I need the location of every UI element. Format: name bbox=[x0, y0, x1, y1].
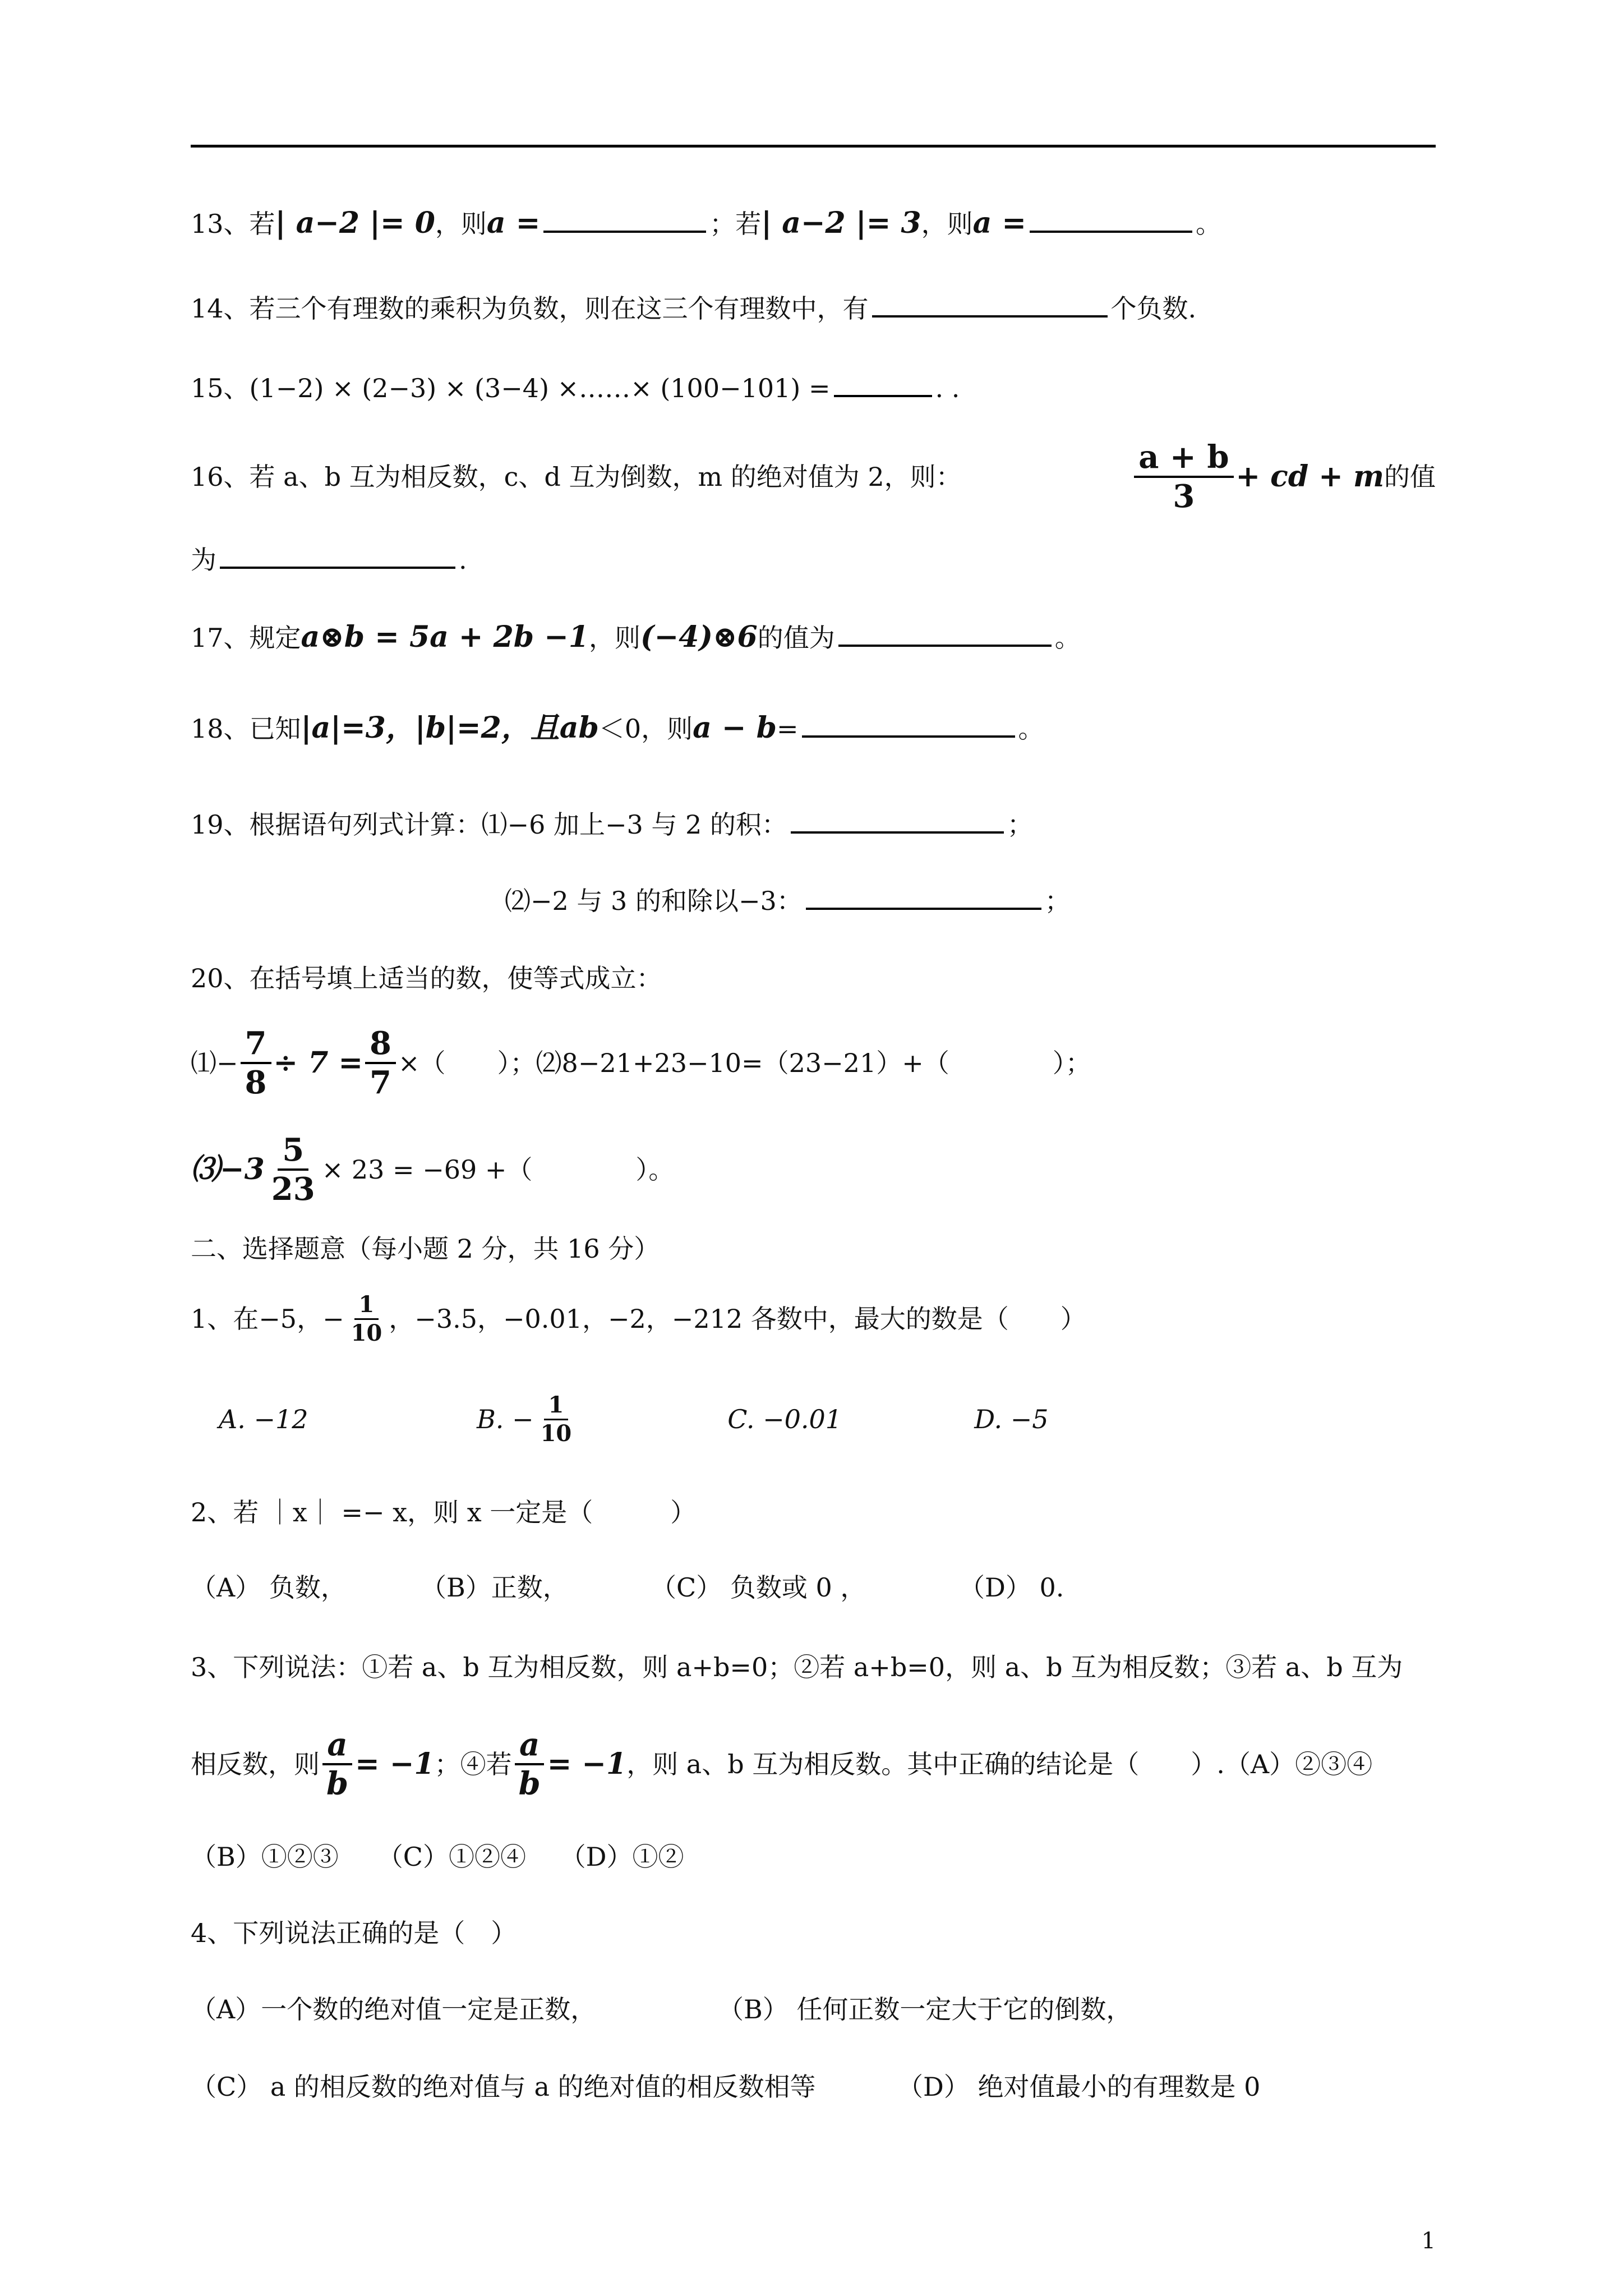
c3-text: 相反数，则 bbox=[191, 1749, 320, 1779]
fraction-numerator: 7 bbox=[241, 1025, 271, 1064]
question-16-line2 bbox=[191, 543, 467, 577]
fraction-numerator: 1 bbox=[544, 1392, 569, 1420]
q19-text: ； bbox=[1044, 886, 1071, 916]
q20-text: × 23 = −69 +（ ）。 bbox=[321, 1154, 675, 1185]
q20-text: ×（ ）；⑵8−21+23−10=（23−21）+（ ）； bbox=[398, 1048, 1091, 1078]
fraction-denominator: b bbox=[326, 1765, 349, 1802]
fraction-numerator: a bbox=[322, 1726, 352, 1765]
c3-fraction bbox=[322, 1726, 353, 1802]
q16-fraction bbox=[1134, 439, 1233, 515]
question-20-part3 bbox=[191, 1128, 674, 1212]
question-19-part2 bbox=[505, 884, 1071, 918]
q20-fraction bbox=[365, 1025, 396, 1101]
q18-ab: ab bbox=[559, 711, 599, 745]
q16-text: . bbox=[459, 545, 467, 575]
c3-options[interactable]: （B）①②③ （C）①②④ （D）①② bbox=[191, 1842, 684, 1872]
fraction-numerator: 5 bbox=[278, 1131, 308, 1171]
q20-text: ⑴− bbox=[191, 1048, 238, 1078]
c3-text: 3、下列说法：①若 a、b 互为相反数，则 a+b=0；②若 a+b=0，则 a、b 互为相反数；③若 a、b 互为 bbox=[191, 1652, 1403, 1682]
answer-blank[interactable] bbox=[834, 372, 932, 397]
question-17 bbox=[191, 620, 1081, 655]
c3-expr: = −1 bbox=[355, 1747, 435, 1781]
fraction-denominator: 23 bbox=[271, 1171, 315, 1208]
q17-text: 。 bbox=[1054, 623, 1081, 653]
fraction-denominator: 3 bbox=[1173, 478, 1195, 515]
option-b-fraction bbox=[536, 1392, 577, 1447]
q17-definition: a⊗b = 5a + 2b −1 bbox=[301, 620, 589, 654]
question-20 bbox=[191, 961, 662, 995]
q18-text: = bbox=[776, 714, 799, 744]
fraction-denominator: 10 bbox=[351, 1319, 382, 1346]
option-d[interactable]: D. −5 bbox=[974, 1404, 1049, 1434]
c3-expr: = −1 bbox=[547, 1747, 627, 1781]
q15-text: 15、(1−2) × (2−3) × (3−4) ×……× (100−101) = bbox=[191, 373, 831, 403]
fraction-denominator: 7 bbox=[370, 1064, 392, 1101]
q19-text: 19、根据语句列式计算： bbox=[191, 809, 482, 840]
q13-text: ，则 bbox=[921, 209, 973, 239]
fraction-denominator: 8 bbox=[245, 1064, 267, 1101]
q18-text: 。 bbox=[1018, 714, 1044, 744]
q17-expr: (−4)⊗6 bbox=[640, 620, 758, 654]
question-18 bbox=[191, 711, 1044, 746]
answer-blank[interactable] bbox=[802, 713, 1015, 738]
answer-blank[interactable] bbox=[220, 544, 455, 569]
q18-abs-a: |a|=3， bbox=[301, 711, 415, 745]
option-c[interactable]: （C） a 的相反数的绝对值与 a 的绝对值的相反数相等 bbox=[191, 2072, 816, 2102]
option-a[interactable]: A. −12 bbox=[219, 1404, 308, 1434]
header-rule bbox=[191, 145, 1436, 148]
question-13 bbox=[191, 206, 1221, 241]
fraction-denominator: b bbox=[518, 1765, 541, 1802]
q18-abs-b: |b|=2，且 bbox=[414, 711, 560, 745]
q17-text: 的值为 bbox=[757, 623, 835, 653]
q13-expr2: | a−2 |= 3 bbox=[761, 206, 921, 240]
choice-3-options bbox=[191, 1840, 684, 1874]
c2-text: 2、若 ｜x｜ =− x，则 x 一定是（ ） bbox=[191, 1497, 697, 1527]
q18-text: ＜0，则 bbox=[598, 714, 693, 744]
q13-text: 。 bbox=[1195, 209, 1221, 239]
choice-1-options bbox=[219, 1386, 1049, 1453]
choice-question-3 bbox=[191, 1650, 1403, 1684]
q20-fraction bbox=[267, 1131, 320, 1208]
c1-text: 1、在−5，− bbox=[191, 1304, 344, 1334]
answer-blank[interactable] bbox=[806, 885, 1041, 910]
c4-text: 4、下列说法正确的是（ ） bbox=[191, 1918, 517, 1948]
c1-text: ，−3.5，−0.01，−2，−212 各数中，最大的数是（ ） bbox=[389, 1304, 1086, 1334]
question-19 bbox=[191, 808, 1033, 841]
q13-expr1: | a−2 |= 0 bbox=[275, 206, 435, 240]
q13-text: ；若 bbox=[709, 209, 762, 239]
option-c[interactable]: （C） 负数或 0 ， bbox=[651, 1572, 866, 1603]
section-2-title: 二、选择题意（每小题 2 分，共 16 分） bbox=[191, 1234, 660, 1264]
q15-text: . . bbox=[935, 373, 960, 403]
answer-blank[interactable] bbox=[838, 622, 1052, 647]
c1-fraction bbox=[347, 1291, 387, 1347]
option-d[interactable]: （D） 绝对值最小的有理数是 0 bbox=[897, 2072, 1261, 2102]
q19-text: ； bbox=[1007, 809, 1033, 840]
q14-text: 个负数. bbox=[1110, 293, 1197, 324]
option-b[interactable]: （B） 任何正数一定大于它的倒数， bbox=[718, 1994, 1132, 2024]
q13-text: ，则 bbox=[435, 209, 487, 239]
question-16 bbox=[191, 438, 1436, 516]
q14-text: 14、若三个有理数的乘积为负数，则在这三个有理数中，有 bbox=[191, 293, 869, 324]
q19-part1: ⑴−6 加上−3 与 2 的积： bbox=[481, 809, 787, 840]
choice-question-2 bbox=[191, 1496, 696, 1529]
q20-fraction bbox=[241, 1025, 271, 1101]
option-a[interactable]: （A）一个数的绝对值一定是正数， bbox=[191, 1994, 597, 2024]
choice-question-4 bbox=[191, 1916, 517, 1950]
q16-text: 为 bbox=[191, 545, 216, 575]
q20-expr: ÷ 7 = bbox=[273, 1046, 363, 1080]
option-b[interactable]: （B）正数， bbox=[421, 1572, 569, 1603]
q20-expr: ⑶−3 bbox=[191, 1152, 265, 1186]
fraction-numerator: a + b bbox=[1134, 439, 1233, 478]
q16-text: 的值 bbox=[1384, 462, 1436, 492]
fraction-numerator: 8 bbox=[365, 1025, 396, 1064]
q16-expr: + cd + m bbox=[1235, 459, 1384, 494]
question-14 bbox=[191, 292, 1196, 325]
q20-text: 20、在括号填上适当的数，使等式成立： bbox=[191, 963, 662, 993]
answer-blank[interactable] bbox=[1030, 208, 1192, 233]
fraction-numerator: a bbox=[515, 1726, 544, 1765]
question-20-part1 bbox=[191, 1021, 1091, 1105]
c3-fraction bbox=[514, 1726, 545, 1802]
section-title bbox=[191, 1232, 660, 1266]
choice-question-1 bbox=[191, 1282, 1086, 1355]
q18-expr: a − b bbox=[693, 711, 777, 745]
q13-label: 13、若 bbox=[191, 209, 275, 239]
choice-4-options-row2 bbox=[191, 2070, 1260, 2104]
fraction-denominator: 10 bbox=[540, 1420, 572, 1447]
q13-var: a = bbox=[972, 206, 1026, 240]
q17-text: ，则 bbox=[589, 623, 640, 653]
option-b[interactable]: B. − bbox=[477, 1404, 534, 1434]
c3-text: ，则 a、b 互为相反数。其中正确的结论是（ ）.（A）②③④ bbox=[626, 1749, 1373, 1779]
q17-text: 17、规定 bbox=[191, 623, 301, 653]
choice-question-3-line2 bbox=[191, 1728, 1372, 1801]
answer-blank[interactable] bbox=[791, 809, 1004, 834]
q13-var: a = bbox=[486, 206, 541, 240]
c3-text: ；④若 bbox=[434, 1749, 512, 1779]
option-a[interactable]: （A） 负数， bbox=[191, 1572, 347, 1603]
answer-blank[interactable] bbox=[872, 293, 1108, 318]
q16-text: 16、若 a、b 互为相反数，c、d 互为倒数，m 的绝对值为 2，则： bbox=[191, 462, 962, 492]
page-number: 1 bbox=[1421, 2228, 1436, 2254]
choice-2-options bbox=[191, 1571, 1064, 1604]
option-c[interactable]: C. −0.01 bbox=[727, 1404, 842, 1434]
fraction-numerator: 1 bbox=[354, 1291, 379, 1320]
option-d[interactable]: （D） 0. bbox=[959, 1572, 1064, 1603]
q19-part2: ⑵−2 与 3 的和除以−3： bbox=[505, 886, 803, 916]
choice-4-options-row1 bbox=[191, 1993, 1132, 2026]
answer-blank[interactable] bbox=[543, 208, 706, 233]
q18-text: 18、已知 bbox=[191, 714, 301, 744]
question-15 bbox=[191, 371, 960, 405]
